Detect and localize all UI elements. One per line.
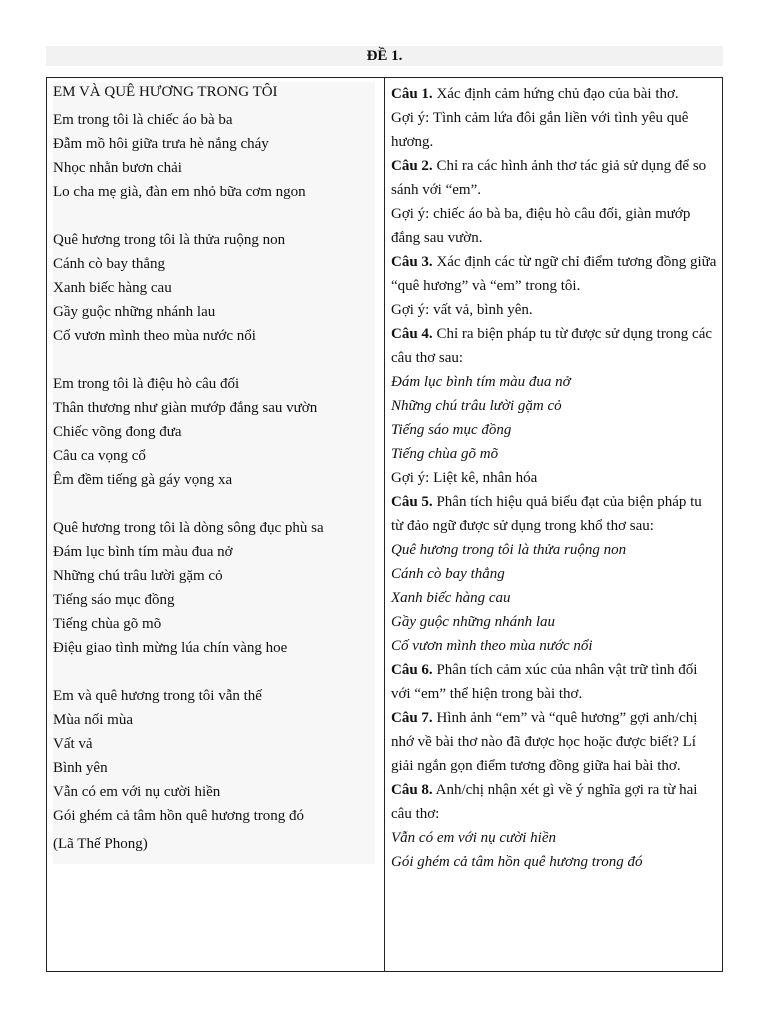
stanza-4 — [53, 516, 375, 660]
poem-line: Mùa nối mùa — [53, 712, 133, 728]
poem-column — [53, 82, 375, 864]
question-4 — [391, 322, 717, 370]
question-text: Phân tích cảm xúc của nhân vật trữ tình đối với “em” thể hiện trong bài thơ. — [391, 662, 698, 702]
poem-line: Em trong tôi là chiếc áo bà ba — [53, 112, 233, 128]
quoted-line: Cố vươn mình theo mùa nước nổi — [391, 638, 593, 654]
question-label: Câu 8. — [391, 782, 433, 798]
question-label: Câu 6. — [391, 662, 433, 678]
quoted-line: Gói ghém cả tâm hồn quê hương trong đó — [391, 854, 643, 870]
quoted-line: Quê hương trong tôi là thửa ruộng non — [391, 542, 627, 558]
poem-line: Thân thương như giàn mướp đắng sau vườn — [53, 400, 318, 416]
poem-line: Êm đềm tiếng gà gáy vọng xa — [53, 472, 233, 488]
question-text: Hình ảnh “em” và “quê hương” gợi anh/chị nhớ về bài thơ nào đã được học hoặc được biết? Lí giải ngắn gọn điểm tương đồng giữa hai bài thơ. — [391, 710, 698, 774]
poem-line: Đẫm mồ hôi giữa trưa hè nắng cháy — [53, 136, 269, 152]
question-text: Phân tích hiệu quả biểu đạt của biện pháp tu từ đảo ngữ được sử dụng trong khổ thơ sau: — [391, 494, 702, 534]
poem-line: Gói ghém cả tâm hồn quê hương trong đó — [53, 808, 305, 824]
question-text: Anh/chị nhận xét gì về ý nghĩa gợi ra từ hai câu thơ: — [391, 782, 698, 822]
quoted-line: Đám lục bình tím màu đua nở — [391, 374, 571, 390]
hint-2: Gợi ý: chiếc áo bà ba, điệu hò câu đối, giàn mướp đắng sau vườn. — [391, 206, 691, 246]
column-divider — [384, 78, 385, 971]
poem-author: (Lã Thế Phong) — [53, 836, 148, 852]
poem-line: Tiếng chùa gõ mõ — [53, 616, 162, 632]
poem-line: Chiếc võng đong đưa — [53, 424, 182, 440]
poem-title: EM VÀ QUÊ HƯƠNG TRONG TÔI — [53, 84, 278, 100]
question-text: Xác định cảm hứng chủ đạo của bài thơ. — [432, 86, 679, 102]
stanza-1 — [53, 108, 375, 204]
poem-line: Câu ca vọng cổ — [53, 448, 146, 464]
hint-3: Gợi ý: vất vả, bình yên. — [391, 302, 533, 318]
poem-line: Điệu giao tình mừng lúa chín vàng hoe — [53, 640, 288, 656]
stanza-2 — [53, 228, 375, 348]
poem-line: Đám lục bình tím màu đua nở — [53, 544, 233, 560]
quoted-line: Tiếng sáo mục đồng — [391, 422, 512, 438]
question-text: Xác định các từ ngữ chỉ điểm tương đồng giữa “quê hương” và “em” trong tôi. — [391, 254, 717, 294]
hint-1: Gợi ý: Tình cảm lứa đôi gắn liền với tình yêu quê hương. — [391, 110, 689, 150]
poem-line: Những chú trâu lười gặm cỏ — [53, 568, 223, 584]
question-label: Câu 3. — [391, 254, 433, 270]
quoted-line: Gầy guộc những nhánh lau — [391, 614, 555, 630]
poem-line: Gầy guộc những nhánh lau — [53, 304, 216, 320]
poem-line: Xanh biếc hàng cau — [53, 280, 172, 296]
poem-line: Vất vả — [53, 736, 93, 752]
poem-line: Nhọc nhằn bươn chải — [53, 160, 182, 176]
question-label: Câu 7. — [391, 710, 433, 726]
poem-line: Bình yên — [53, 760, 108, 776]
question-label: Câu 5. — [391, 494, 433, 510]
poem-line: Quê hương trong tôi là thửa ruộng non — [53, 232, 286, 248]
exam-table — [46, 77, 723, 972]
questions-column — [391, 82, 717, 874]
quoted-line: Xanh biếc hàng cau — [391, 590, 511, 606]
question-8 — [391, 778, 717, 826]
hint-4: Gợi ý: Liệt kê, nhân hóa — [391, 470, 538, 486]
poem-line: Cố vươn mình theo mùa nước nổi — [53, 328, 256, 344]
poem-line: Vẫn có em với nụ cười hiền — [53, 784, 221, 800]
question-label: Câu 4. — [391, 326, 433, 342]
stanza-5 — [53, 684, 375, 828]
quoted-line: Tiếng chùa gõ mõ — [391, 446, 499, 462]
question-label: Câu 2. — [391, 158, 433, 174]
poem-line: Cánh cò bay thẳng — [53, 256, 166, 272]
question-7 — [391, 706, 717, 778]
quoted-line: Vẫn có em với nụ cười hiền — [391, 830, 556, 846]
stanza-3 — [53, 372, 375, 492]
poem-line: Em và quê hương trong tôi vẫn thế — [53, 688, 262, 704]
question-text: Chỉ ra các hình ảnh thơ tác giả sử dụng để so sánh với “em”. — [391, 158, 707, 198]
poem-line: Em trong tôi là điệu hò câu đối — [53, 376, 240, 392]
question-3 — [391, 250, 717, 298]
quoted-line: Những chú trâu lười gặm cỏ — [391, 398, 562, 414]
quoted-line: Cánh cò bay thẳng — [391, 566, 505, 582]
exam-heading: ĐỀ 1. — [46, 46, 723, 66]
poem-line: Tiếng sáo mục đồng — [53, 592, 175, 608]
poem-line: Lo cha mẹ già, đàn em nhỏ bữa cơm ngon — [53, 184, 306, 200]
poem-line: Quê hương trong tôi là dòng sông đục phù sa — [53, 520, 324, 536]
question-label: Câu 1. — [391, 86, 433, 102]
question-text: Chỉ ra biện pháp tu từ được sử dụng trong các câu thơ sau: — [391, 326, 713, 366]
question-5 — [391, 490, 717, 538]
question-6 — [391, 658, 717, 706]
question-1 — [391, 82, 717, 106]
question-2 — [391, 154, 717, 202]
